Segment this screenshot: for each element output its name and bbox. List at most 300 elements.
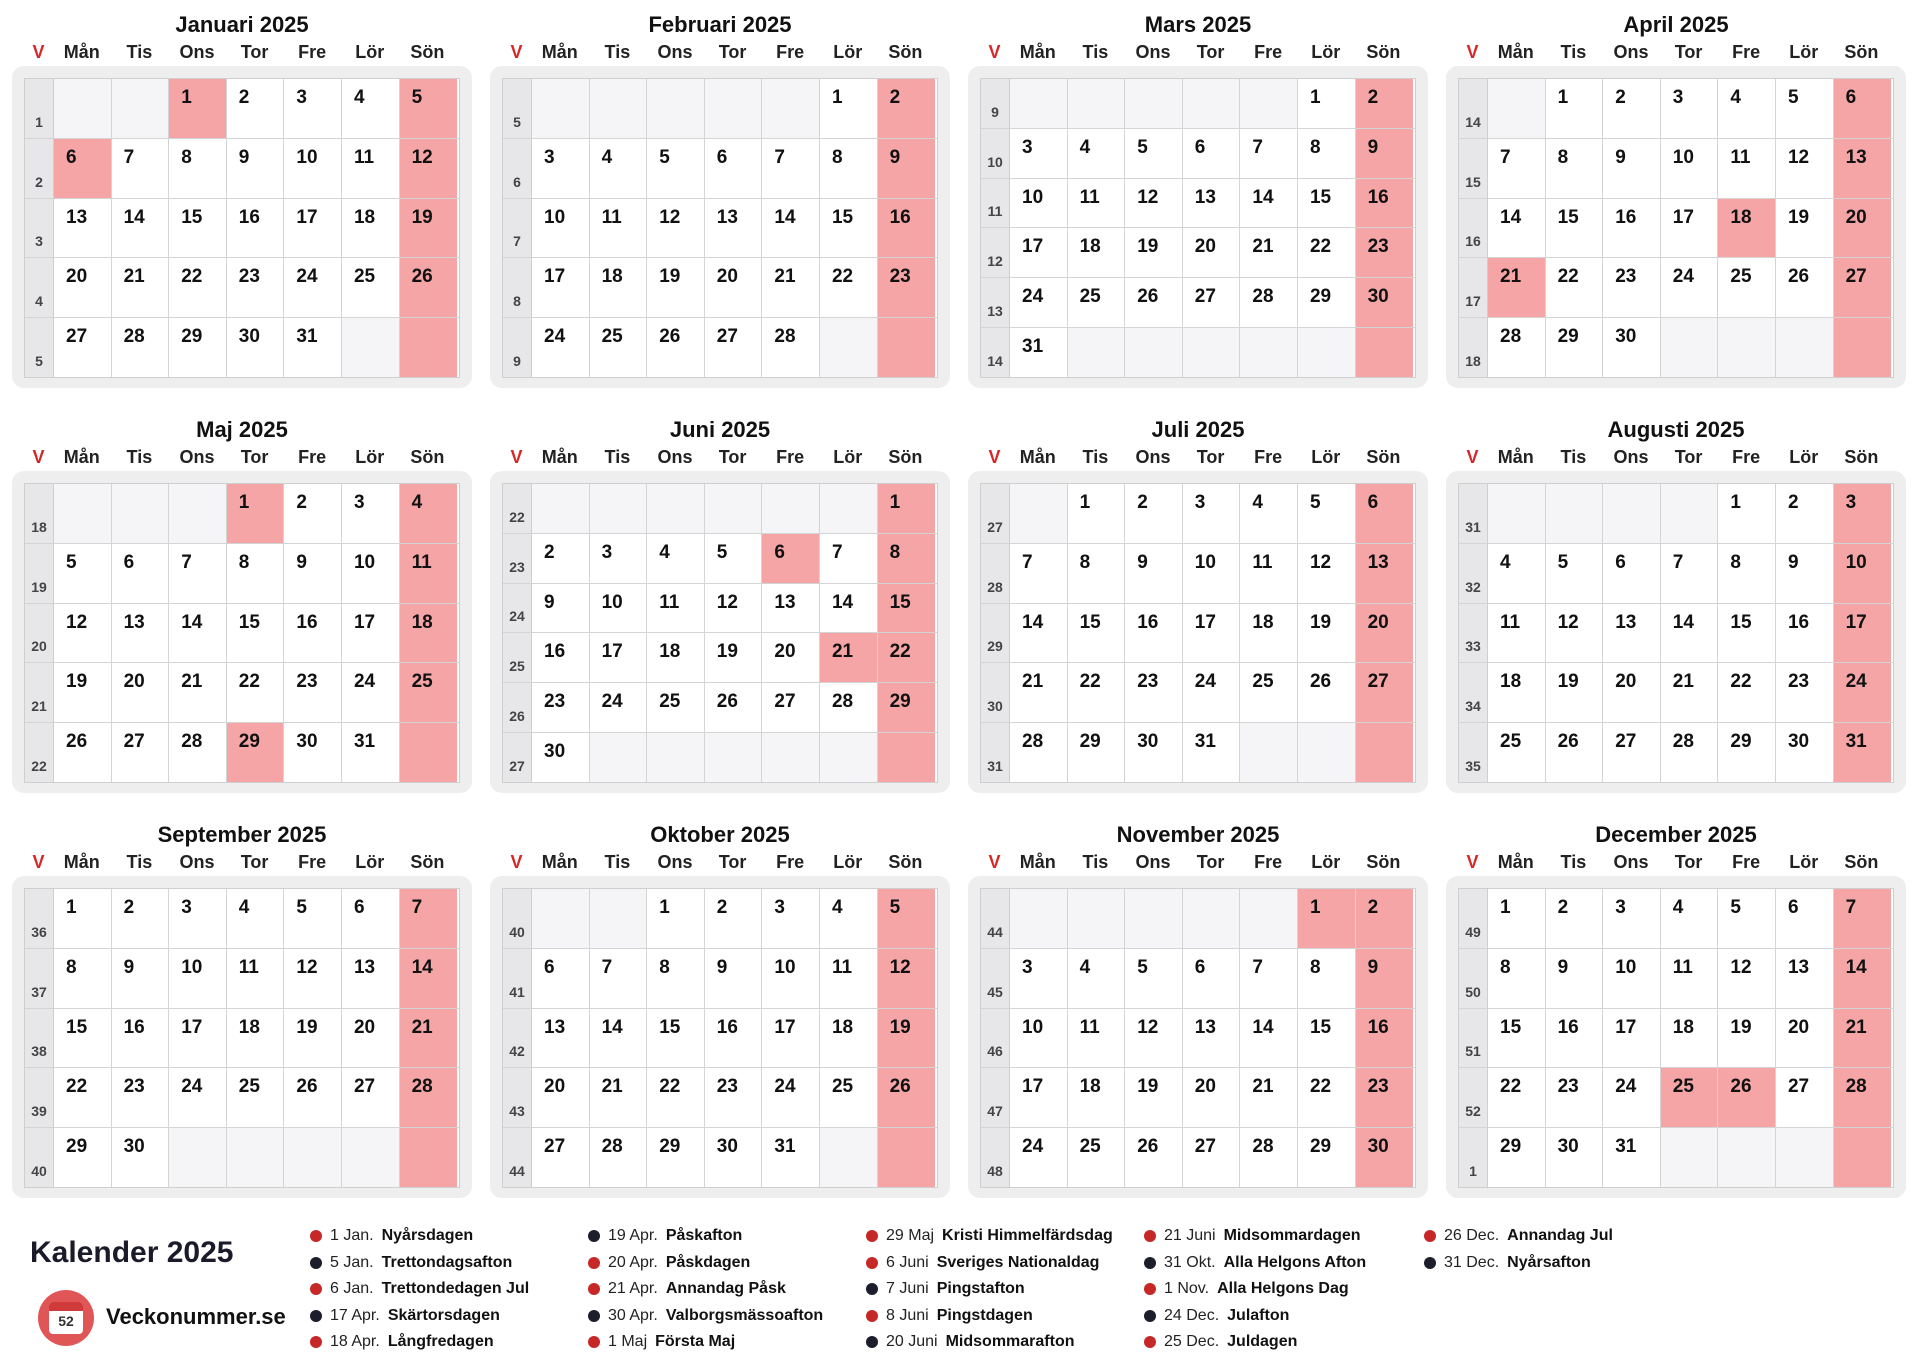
day-cell: 9 <box>1125 544 1183 603</box>
day-cell <box>1356 723 1414 782</box>
day-cell: 8 <box>878 534 936 583</box>
weekday-label: Tor <box>718 851 747 872</box>
weekday-label: Fre <box>298 851 327 872</box>
week-row <box>503 484 937 534</box>
day-cell <box>1240 889 1298 948</box>
holiday-name: Nyårsafton <box>1507 1253 1591 1271</box>
day-cell <box>820 733 878 782</box>
day-cell: 16 <box>284 604 342 663</box>
day-cell: 10 <box>1661 139 1719 198</box>
week-number: 9 <box>981 79 1010 128</box>
week-number: 4 <box>25 258 54 317</box>
weekday-label: Ons <box>1613 446 1649 467</box>
day-cell: 14 <box>400 949 458 1008</box>
day-cell: 2 <box>705 889 763 948</box>
week-number: 38 <box>25 1009 54 1068</box>
day-cell: 18 <box>342 199 400 258</box>
calendar-logo-icon <box>38 1290 94 1346</box>
day-cell: 28 <box>1834 1068 1892 1127</box>
week-column-label: V <box>988 446 1001 467</box>
day-cell: 28 <box>169 723 227 782</box>
day-cell: 1 <box>1298 79 1356 128</box>
weekday-label: Ons <box>657 446 693 467</box>
week-number: 49 <box>1459 889 1488 948</box>
day-cell: 6 <box>1603 544 1661 603</box>
weekday-label: Lör <box>1789 851 1819 872</box>
day-cell: 27 <box>532 1128 590 1187</box>
month-grid <box>24 888 460 1188</box>
weekday-header <box>968 848 1428 876</box>
day-cell: 27 <box>1834 258 1892 317</box>
day-cell: 6 <box>112 544 170 603</box>
week-row <box>1459 544 1893 604</box>
holiday-item <box>866 1250 1113 1277</box>
day-cell: 22 <box>54 1068 112 1127</box>
month-title: Maj 2025 <box>196 417 288 442</box>
day-cell: 8 <box>54 949 112 1008</box>
month-title: Oktober 2025 <box>650 822 790 847</box>
day-cell: 21 <box>1010 663 1068 722</box>
week-number: 8 <box>503 258 532 317</box>
week-row <box>1459 723 1893 782</box>
day-cell: 19 <box>1718 1009 1776 1068</box>
week-row <box>981 544 1415 604</box>
day-cell: 10 <box>342 544 400 603</box>
day-cell: 3 <box>284 79 342 138</box>
weekday-label: Mån <box>1019 41 1056 62</box>
day-cell: 19 <box>1776 199 1834 258</box>
day-cell: 5 <box>284 889 342 948</box>
day-cell: 24 <box>1183 663 1241 722</box>
day-cell: 30 <box>1776 723 1834 782</box>
day-cell: 25 <box>342 258 400 317</box>
week-row <box>503 1068 937 1128</box>
bullet-dot-icon <box>1144 1230 1156 1242</box>
holiday-column <box>1424 1223 1613 1276</box>
holiday-item <box>310 1223 529 1250</box>
weekday-label: Ons <box>1135 446 1171 467</box>
week-number: 18 <box>1459 318 1488 377</box>
weekday-label: Lör <box>833 446 863 467</box>
day-cell: 6 <box>762 534 820 583</box>
day-cell <box>1298 723 1356 782</box>
day-cell: 8 <box>227 544 285 603</box>
weekday-label: Tor <box>1196 446 1225 467</box>
day-cell: 3 <box>1010 949 1068 1008</box>
day-cell: 1 <box>1068 484 1126 543</box>
week-number: 52 <box>1459 1068 1488 1127</box>
day-cell <box>820 318 878 377</box>
holiday-item <box>866 1329 1113 1356</box>
day-cell: 25 <box>1661 1068 1719 1127</box>
week-number: 36 <box>25 889 54 948</box>
week-column-label: V <box>1466 41 1479 62</box>
day-cell: 21 <box>820 633 878 682</box>
day-cell: 3 <box>762 889 820 948</box>
holiday-item <box>1144 1223 1366 1250</box>
day-cell: 5 <box>1125 129 1183 178</box>
weekday-label: Sön <box>410 41 445 62</box>
weekday-label: Tis <box>1560 41 1587 62</box>
holiday-name: Alla Helgons Afton <box>1223 1253 1367 1271</box>
day-cell: 21 <box>1661 663 1719 722</box>
day-cell: 12 <box>878 949 936 1008</box>
weekday-label: Tis <box>1560 446 1587 467</box>
holiday-item <box>1424 1250 1613 1277</box>
week-row <box>503 949 937 1009</box>
day-cell: 4 <box>1240 484 1298 543</box>
day-cell: 20 <box>1183 228 1241 277</box>
holiday-item <box>1144 1276 1366 1303</box>
day-cell: 19 <box>54 663 112 722</box>
week-row <box>1459 484 1893 544</box>
day-cell: 25 <box>1240 663 1298 722</box>
day-cell: 9 <box>1546 949 1604 1008</box>
day-cell: 13 <box>342 949 400 1008</box>
week-row <box>25 199 459 259</box>
month-grid <box>502 483 938 783</box>
day-cell: 1 <box>1718 484 1776 543</box>
holiday-date: 6 Jan. <box>330 1280 374 1297</box>
weekday-header <box>1446 848 1906 876</box>
day-cell: 27 <box>705 318 763 377</box>
week-number: 31 <box>981 723 1010 782</box>
week-number: 51 <box>1459 1009 1488 1068</box>
bullet-dot-icon <box>1424 1257 1436 1269</box>
day-cell: 29 <box>227 723 285 782</box>
day-cell: 30 <box>227 318 285 377</box>
day-cell: 31 <box>762 1128 820 1187</box>
day-cell: 14 <box>1488 199 1546 258</box>
day-cell: 10 <box>532 199 590 258</box>
day-cell <box>169 1128 227 1187</box>
weekday-label: Ons <box>1135 41 1171 62</box>
day-cell: 14 <box>1010 604 1068 663</box>
day-cell: 14 <box>169 604 227 663</box>
day-cell: 23 <box>284 663 342 722</box>
day-cell: 31 <box>1603 1128 1661 1187</box>
day-cell: 7 <box>1240 949 1298 1008</box>
week-row <box>25 1009 459 1069</box>
day-cell: 17 <box>342 604 400 663</box>
day-cell <box>1356 328 1414 377</box>
day-cell: 17 <box>532 258 590 317</box>
week-number: 22 <box>503 484 532 533</box>
day-cell: 15 <box>878 584 936 633</box>
weekday-label: Fre <box>1254 851 1283 872</box>
holiday-item <box>588 1223 823 1250</box>
day-cell: 15 <box>647 1009 705 1068</box>
week-number: 10 <box>981 129 1010 178</box>
day-cell <box>1240 79 1298 128</box>
weekday-label: Lör <box>1789 446 1819 467</box>
day-cell: 30 <box>1546 1128 1604 1187</box>
day-cell: 13 <box>532 1009 590 1068</box>
holiday-name: Skärtorsdagen <box>387 1306 500 1324</box>
weekday-label: Ons <box>1135 851 1171 872</box>
day-cell <box>1718 1128 1776 1187</box>
day-cell: 27 <box>112 723 170 782</box>
day-cell: 26 <box>400 258 458 317</box>
holiday-column <box>310 1223 529 1356</box>
day-cell <box>1068 889 1126 948</box>
day-cell: 21 <box>762 258 820 317</box>
day-cell: 27 <box>1603 723 1661 782</box>
day-cell: 2 <box>1356 79 1414 128</box>
holiday-date: 1 Maj <box>608 1333 648 1350</box>
week-row <box>981 228 1415 278</box>
day-cell: 8 <box>1298 129 1356 178</box>
day-cell: 26 <box>1125 1128 1183 1187</box>
weekday-label: Lör <box>355 41 385 62</box>
weekday-label: Sön <box>1844 446 1879 467</box>
day-cell: 24 <box>1010 278 1068 327</box>
day-cell <box>762 484 820 533</box>
weekday-label: Tor <box>240 446 269 467</box>
day-cell: 27 <box>1183 278 1241 327</box>
day-cell: 7 <box>1488 139 1546 198</box>
week-row <box>25 318 459 377</box>
weekday-label: Tis <box>604 851 631 872</box>
holiday-name: Första Maj <box>655 1333 736 1350</box>
weekday-header <box>490 848 950 876</box>
holiday-item <box>588 1250 823 1277</box>
week-row <box>1459 1009 1893 1069</box>
weekday-label: Fre <box>1254 446 1283 467</box>
day-cell: 23 <box>112 1068 170 1127</box>
week-number: 3 <box>25 199 54 258</box>
day-cell <box>112 484 170 543</box>
holiday-name: Juldagen <box>1227 1333 1298 1350</box>
day-cell: 6 <box>1183 129 1241 178</box>
week-number: 41 <box>503 949 532 1008</box>
weekday-label: Fre <box>1254 41 1283 62</box>
day-cell: 20 <box>705 258 763 317</box>
day-cell <box>400 723 458 782</box>
day-cell <box>54 484 112 543</box>
day-cell <box>878 318 936 377</box>
day-cell: 19 <box>1125 1068 1183 1127</box>
day-cell: 13 <box>1356 544 1414 603</box>
day-cell <box>532 889 590 948</box>
weekday-header <box>490 38 950 66</box>
holiday-name: Valborgsmässoafton <box>665 1306 824 1324</box>
month-title: Januari 2025 <box>175 12 309 37</box>
holiday-name: Nyårsdagen <box>381 1227 474 1244</box>
holiday-item <box>1144 1250 1366 1277</box>
day-cell: 22 <box>1068 663 1126 722</box>
week-number: 1 <box>25 79 54 138</box>
weekday-label: Tis <box>126 41 153 62</box>
day-cell: 26 <box>1776 258 1834 317</box>
day-cell: 9 <box>1356 949 1414 1008</box>
day-cell <box>1240 328 1298 377</box>
day-cell <box>1776 318 1834 377</box>
weekday-label: Mån <box>541 446 578 467</box>
holiday-column <box>1144 1223 1366 1356</box>
day-cell: 30 <box>705 1128 763 1187</box>
week-column-label: V <box>510 851 523 872</box>
day-cell: 15 <box>820 199 878 258</box>
week-row <box>981 79 1415 129</box>
day-cell: 29 <box>1488 1128 1546 1187</box>
day-cell: 12 <box>1298 544 1356 603</box>
day-cell <box>878 1128 936 1187</box>
weekday-label: Tis <box>604 446 631 467</box>
weekday-label: Mån <box>541 41 578 62</box>
holiday-name: Pingstdagen <box>936 1306 1033 1324</box>
day-cell: 27 <box>1356 663 1414 722</box>
day-cell: 28 <box>1488 318 1546 377</box>
weekday-label: Ons <box>179 41 215 62</box>
day-cell: 3 <box>1183 484 1241 543</box>
day-cell: 3 <box>1603 889 1661 948</box>
day-cell: 13 <box>1603 604 1661 663</box>
day-cell: 1 <box>227 484 285 543</box>
week-row <box>1459 1068 1893 1128</box>
day-cell: 29 <box>1068 723 1126 782</box>
day-cell: 7 <box>1010 544 1068 603</box>
day-cell <box>1183 79 1241 128</box>
week-row <box>503 79 937 139</box>
day-cell: 5 <box>878 889 936 948</box>
month-title: Augusti 2025 <box>1607 417 1745 442</box>
day-cell: 11 <box>1240 544 1298 603</box>
day-cell: 28 <box>400 1068 458 1127</box>
day-cell <box>1068 328 1126 377</box>
day-cell <box>227 1128 285 1187</box>
day-cell: 9 <box>878 139 936 198</box>
month-grid <box>980 888 1416 1188</box>
day-cell: 22 <box>1488 1068 1546 1127</box>
day-cell: 7 <box>590 949 648 1008</box>
day-cell: 18 <box>820 1009 878 1068</box>
weekday-label: Sön <box>1366 446 1401 467</box>
day-cell <box>1488 79 1546 138</box>
day-cell: 22 <box>820 258 878 317</box>
weekday-label: Sön <box>410 851 445 872</box>
day-cell: 26 <box>1298 663 1356 722</box>
day-cell: 2 <box>1125 484 1183 543</box>
weekday-label: Sön <box>1844 41 1879 62</box>
day-cell: 18 <box>400 604 458 663</box>
day-cell <box>590 733 648 782</box>
day-cell: 23 <box>878 258 936 317</box>
day-cell: 9 <box>705 949 763 1008</box>
weekday-label: Ons <box>657 41 693 62</box>
day-cell: 27 <box>54 318 112 377</box>
day-cell: 24 <box>590 683 648 732</box>
week-row <box>1459 258 1893 318</box>
weekday-label: Mån <box>63 851 100 872</box>
holiday-date: 5 Jan. <box>330 1253 374 1271</box>
holiday-item <box>310 1303 529 1330</box>
week-number: 19 <box>25 544 54 603</box>
day-cell: 4 <box>1068 949 1126 1008</box>
day-cell: 6 <box>1356 484 1414 543</box>
day-cell: 17 <box>762 1009 820 1068</box>
day-cell <box>705 484 763 533</box>
holiday-date: 1 Jan. <box>330 1227 374 1244</box>
month-title: September 2025 <box>157 822 327 847</box>
day-cell: 19 <box>878 1009 936 1068</box>
weekday-label: Tor <box>1674 851 1703 872</box>
day-cell: 20 <box>762 633 820 682</box>
week-number: 15 <box>1459 139 1488 198</box>
day-cell: 6 <box>54 139 112 198</box>
holiday-date: 8 Juni <box>886 1306 929 1324</box>
weekday-label: Fre <box>776 851 805 872</box>
day-cell: 31 <box>342 723 400 782</box>
week-row <box>1459 1128 1893 1187</box>
day-cell: 3 <box>1661 79 1719 138</box>
site-name: Veckonummer.se <box>106 1304 286 1329</box>
day-cell: 22 <box>647 1068 705 1127</box>
weekday-label: Mån <box>1019 446 1056 467</box>
bullet-dot-icon <box>588 1283 600 1295</box>
weekday-header <box>490 443 950 471</box>
day-cell: 28 <box>820 683 878 732</box>
weekday-header <box>968 443 1428 471</box>
day-cell: 17 <box>169 1009 227 1068</box>
day-cell: 7 <box>1240 129 1298 178</box>
day-cell: 11 <box>342 139 400 198</box>
week-column-label: V <box>32 41 45 62</box>
bullet-dot-icon <box>1144 1283 1156 1295</box>
month-grid <box>1458 888 1894 1188</box>
day-cell: 30 <box>1356 1128 1414 1187</box>
day-cell <box>820 1128 878 1187</box>
month-title: Februari 2025 <box>648 12 792 37</box>
day-cell: 17 <box>1603 1009 1661 1068</box>
day-cell: 12 <box>400 139 458 198</box>
day-cell <box>400 318 458 377</box>
week-number: 29 <box>981 604 1010 663</box>
day-cell: 5 <box>1546 544 1604 603</box>
day-cell: 1 <box>169 79 227 138</box>
week-column-label: V <box>510 446 523 467</box>
day-cell: 11 <box>647 584 705 633</box>
day-cell: 27 <box>762 683 820 732</box>
day-cell <box>1183 889 1241 948</box>
weekday-label: Sön <box>1366 851 1401 872</box>
day-cell: 12 <box>54 604 112 663</box>
bullet-dot-icon <box>1144 1310 1156 1322</box>
holiday-date: 29 Maj <box>886 1227 935 1244</box>
day-cell: 15 <box>227 604 285 663</box>
day-cell: 21 <box>590 1068 648 1127</box>
weekday-label: Lör <box>355 446 385 467</box>
day-cell <box>1834 318 1892 377</box>
weekday-header <box>1446 38 1906 66</box>
week-number: 32 <box>1459 544 1488 603</box>
week-number: 34 <box>1459 663 1488 722</box>
week-row <box>503 584 937 634</box>
day-cell: 2 <box>284 484 342 543</box>
weekday-label: Mån <box>1497 41 1534 62</box>
day-cell: 19 <box>1298 604 1356 663</box>
day-cell: 14 <box>1834 949 1892 1008</box>
day-cell: 22 <box>878 633 936 682</box>
day-cell: 24 <box>1010 1128 1068 1187</box>
day-cell: 31 <box>1834 723 1892 782</box>
holiday-item <box>866 1303 1113 1330</box>
weekday-label: Fre <box>298 446 327 467</box>
week-number: 27 <box>503 733 532 782</box>
month-grid <box>1458 483 1894 783</box>
day-cell: 11 <box>1661 949 1719 1008</box>
day-cell <box>647 79 705 138</box>
